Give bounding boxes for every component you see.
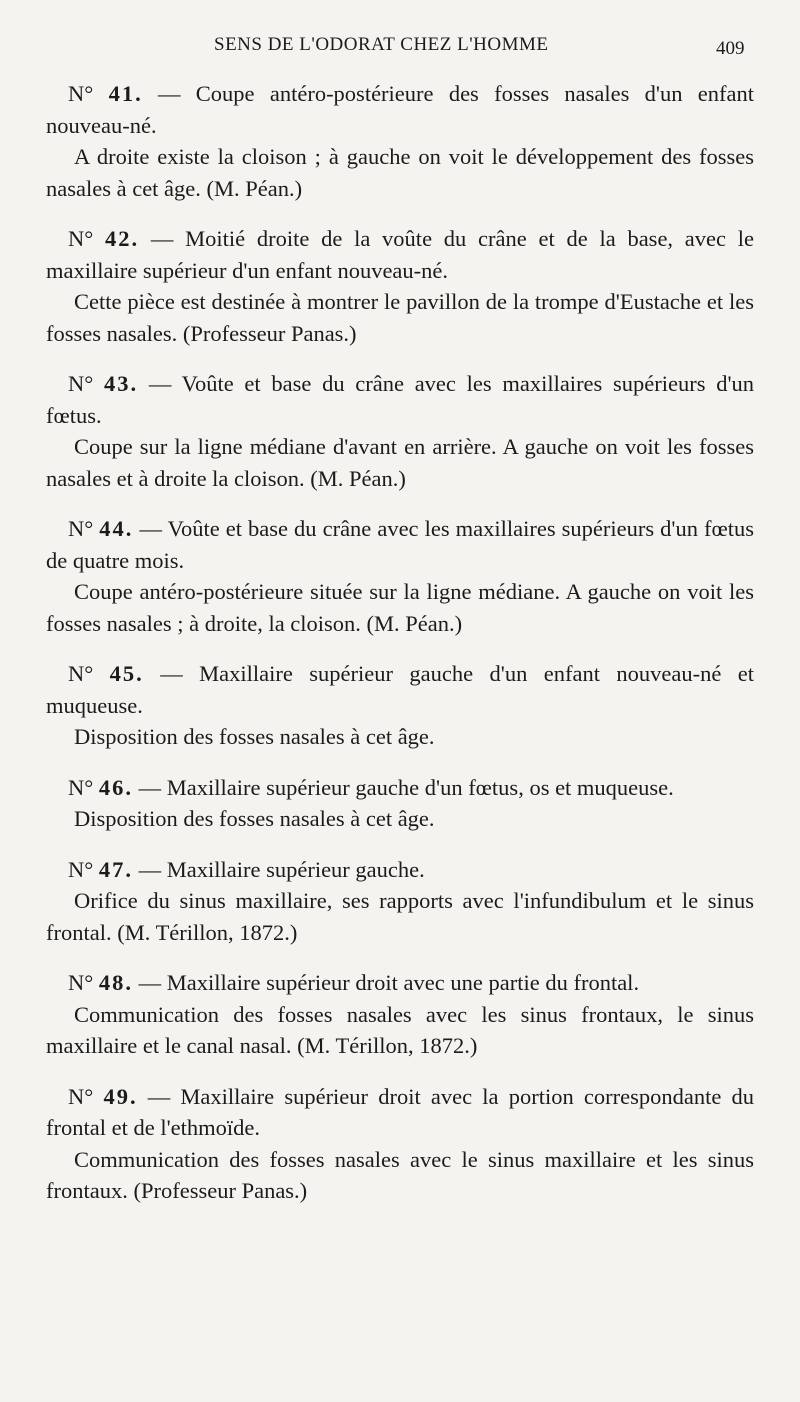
catalog-entry-49 (46, 1081, 754, 1207)
catalog-entry-43 (46, 368, 754, 494)
entry-number: 41. (108, 81, 143, 106)
entry-description: Coupe antéro-postérieure située sur la ligne médiane. A gauche on voit les fosses nasales ; à droite, la cloison. (M. Péan.) (46, 579, 754, 636)
entry-number: 46. (98, 774, 133, 800)
entry-title: — Coupe antéro-postérieure des fosses nasales d'un enfant nouveau-né. (46, 81, 755, 138)
entry-prefix: N° (68, 1083, 94, 1109)
entry-description: Disposition des fosses nasales à cet âge. (74, 724, 435, 749)
entry-prefix: N° (68, 970, 94, 995)
entry-number: 48. (98, 970, 133, 995)
catalog-entries (46, 78, 754, 1226)
entry-prefix: N° (68, 81, 94, 106)
entry-title: — Voûte et base du crâne avec les maxillaires supérieurs d'un fœtus. (46, 371, 755, 428)
catalog-entry-45 (46, 658, 754, 753)
catalog-entry-47 (46, 854, 754, 949)
entry-title: — Maxillaire supérieur gauche d'un enfant nouveau-né et muqueuse. (46, 661, 754, 718)
entry-title: — Maxillaire supérieur gauche d'un fœtus, os et muqueuse. (138, 774, 674, 800)
entry-number: 44. (99, 516, 134, 541)
entry-prefix: N° (68, 661, 94, 686)
entry-title: — Maxillaire supérieur droit avec une partie du frontal. (138, 970, 640, 995)
entry-number: 47. (98, 856, 133, 882)
entry-description: A droite existe la cloison ; à gauche on voit le développement des fosses nasales à cet âge. (M. Péan.) (46, 144, 754, 201)
catalog-entry-46 (46, 772, 754, 835)
entry-prefix: N° (68, 516, 94, 541)
entry-title: — Maxillaire supérieur droit avec la portion correspondante du frontal et de l'ethmoïde. (46, 1083, 755, 1140)
catalog-entry-44 (46, 513, 754, 639)
entry-description: Coupe sur la ligne médiane d'avant en arrière. A gauche on voit les fosses nasales et à droite la cloison. (M. Péan.) (46, 434, 754, 491)
running-head: SENS DE L'ODORAT CHEZ L'HOMME (214, 34, 549, 55)
entry-number: 49. (103, 1083, 138, 1109)
entry-prefix: N° (68, 371, 94, 396)
entry-description: Communication des fosses nasales avec le sinus maxillaire et les sinus frontaux. (Professeur Panas.) (46, 1146, 754, 1203)
entry-title: — Voûte et base du crâne avec les maxillaires supérieurs d'un fœtus de quatre mois. (46, 516, 754, 573)
catalog-entry-42 (46, 223, 754, 349)
catalog-entry-41 (46, 78, 754, 204)
entry-title: — Maxillaire supérieur gauche. (138, 856, 425, 882)
page-number: 409 (716, 38, 745, 59)
entry-prefix: N° (68, 856, 94, 882)
entry-number: 42. (105, 226, 140, 251)
entry-number: 45. (109, 661, 144, 686)
entry-description: Disposition des fosses nasales à cet âge. (74, 806, 435, 831)
page-header (0, 34, 800, 62)
entry-title: — Moitié droite de la voûte du crâne et de la base, avec le maxillaire supérieur d'un enfant nouveau-né. (46, 226, 754, 283)
entry-description: Cette pièce est destinée à montrer le pavillon de la trompe d'Eustache et les fosses nasales. (Professeur Panas.) (46, 289, 754, 346)
entry-prefix: N° (68, 226, 94, 251)
entry-number: 43. (103, 371, 139, 396)
entry-description: Orifice du sinus maxillaire, ses rapports avec l'infundibulum et le sinus frontal. (M. Térillon, 1872.) (46, 888, 754, 945)
catalog-entry-48 (46, 967, 754, 1062)
entry-description: Communication des fosses nasales avec les sinus frontaux, le sinus maxillaire et le canal nasal. (M. Térillon, 1872.) (46, 1001, 754, 1058)
entry-prefix: N° (68, 774, 94, 800)
